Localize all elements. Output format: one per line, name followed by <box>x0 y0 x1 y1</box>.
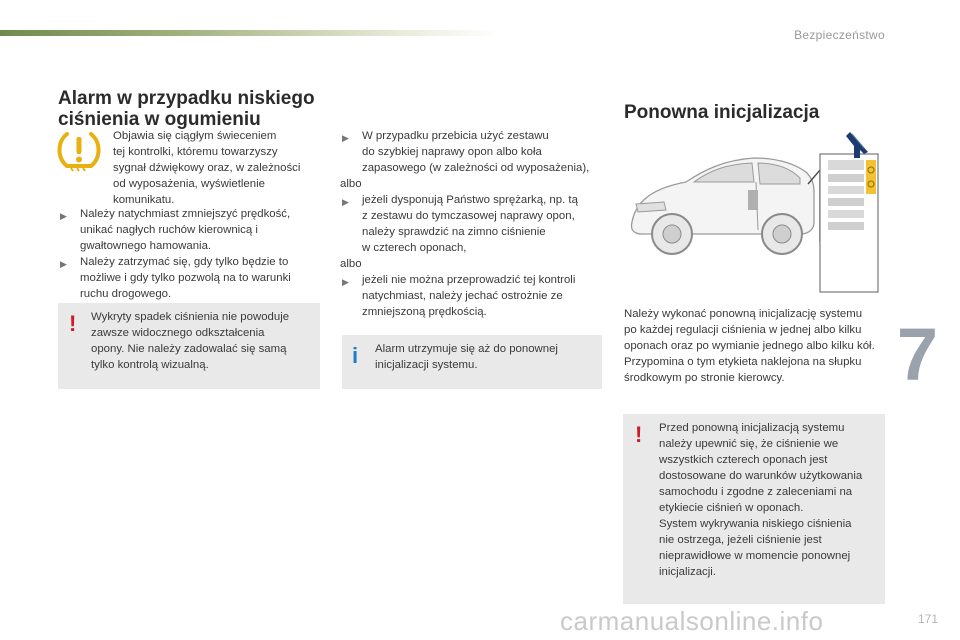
text-line: należy upewnić się, że ciśnienie we <box>659 438 839 450</box>
text-line: do szybkiej naprawy opon albo koła <box>362 146 542 158</box>
watermark: carmanualsonline.info <box>560 606 824 636</box>
text-line: dostosowane do warunków użytkowania <box>659 470 863 482</box>
text-line: natychmiast, należy jechać ostrożnie ze <box>362 290 563 302</box>
text-line: sygnał dźwiękowy oraz, w zależności <box>113 162 301 174</box>
warning-text <box>91 309 315 373</box>
text-line: oponach oraz po wymianie jednego albo kilku kół. <box>624 340 875 352</box>
text-line: zmniejszoną prędkością. <box>362 306 487 318</box>
text-line: gwałtownego hamowania. <box>80 240 212 252</box>
reinit-paragraph <box>624 306 886 386</box>
reinit-title: Ponowna inicjalizacja <box>624 102 820 123</box>
text-line: Przed ponowną inicjalizacją systemu <box>659 422 845 434</box>
text-line: unikać nagłych ruchów kierownicą i <box>80 224 258 236</box>
exclamation-icon: ! <box>635 422 643 447</box>
section-title: Bezpieczeństwo <box>794 28 885 42</box>
car-label-illustration <box>624 130 887 298</box>
text-line: w czterech oponach, <box>362 242 467 254</box>
arrow-bullet-icon: ▶ <box>342 277 349 287</box>
header-bar <box>0 30 500 36</box>
list-item <box>58 254 320 302</box>
text-line: Należy wykonać ponowną inicjalizację systemu <box>624 308 863 320</box>
text-line: po każdej regulacji ciśnienia w jednej albo kilku <box>624 324 862 336</box>
arrow-bullet-icon: ▶ <box>342 133 349 143</box>
text-line: wszystkich czterech oponach jest <box>659 454 828 466</box>
list-item <box>340 128 608 176</box>
text-line: opony. Nie należy zadowalać się samą <box>91 343 287 355</box>
tire-pressure-warning-icon <box>55 128 103 172</box>
text-line: z zestawu do tymczasowej naprawy opon, <box>362 210 575 222</box>
text-line: tylko kontrolą wizualną. <box>91 359 209 371</box>
text-line: etykiecie ciśnień w oponach. <box>659 502 804 514</box>
text-line: od wyposażenia, wyświetlenie <box>113 178 265 190</box>
text-line: jeżeli nie można przeprowadzić tej kontroli <box>362 274 576 286</box>
action-list <box>58 206 320 302</box>
list-item <box>340 272 608 320</box>
text-line: należy sprawdzić na zimno ciśnienie <box>362 226 546 238</box>
text-line: zawsze widocznego odkształcenia <box>91 327 265 339</box>
text-line: nie ostrzega, jeżeli ciśnienie jest <box>659 534 822 546</box>
text-line: nieprawidłowe w momencie ponownej <box>659 550 851 562</box>
text-line: inicjalizacji. <box>659 566 716 578</box>
list-item <box>58 206 320 254</box>
chapter-number: 7 <box>896 313 938 396</box>
text-line: Przypomina o tym etykieta naklejona na słupku <box>624 356 862 368</box>
info-icon: i <box>352 343 359 368</box>
exclamation-icon: ! <box>69 311 77 336</box>
info-text <box>375 341 597 373</box>
text-line: jeżeli dysponują Państwo sprężarką, np. tą <box>362 194 578 206</box>
page-number: 171 <box>917 612 938 626</box>
intro-text <box>113 128 323 208</box>
text-line: inicjalizacji systemu. <box>375 359 478 371</box>
text-line: możliwe i gdy tylko pozwolą na to warunki <box>80 272 291 284</box>
arrow-bullet-icon: ▶ <box>60 259 67 269</box>
list-item <box>340 192 608 256</box>
text-line: ruchu drogowego. <box>80 288 172 300</box>
arrow-bullet-icon: ▶ <box>60 211 67 221</box>
info-box <box>342 335 602 389</box>
text-line: Należy zatrzymać się, gdy tylko będzie to <box>80 256 289 268</box>
alarm-title: Alarm w przypadku niskiego ciśnienia w ogumieniu <box>58 88 315 130</box>
text-line: komunikatu. <box>113 194 175 206</box>
text-line: zapasowego (w zależności od wyposażenia), <box>362 162 590 174</box>
text-line: samochodu i zgodne z zaleceniami na <box>659 486 853 498</box>
warning-text <box>659 420 881 580</box>
warning-box <box>58 303 320 389</box>
text-line: Objawia się ciągłym świeceniem <box>113 130 277 142</box>
text-line: tej kontrolki, któremu towarzyszy <box>113 146 278 158</box>
text-line: Należy natychmiast zmniejszyć prędkość, <box>80 208 291 220</box>
text-line: Alarm utrzymuje się aż do ponownej <box>375 343 558 355</box>
text-line: W przypadku przebicia użyć zestawu <box>362 130 549 142</box>
warning-box <box>623 414 885 604</box>
text-line: System wykrywania niskiego ciśnienia <box>659 518 852 530</box>
or-text: albo <box>340 258 362 270</box>
arrow-bullet-icon: ▶ <box>342 197 349 207</box>
repair-list <box>340 128 608 320</box>
or-text: albo <box>340 178 362 190</box>
text-line: Wykryty spadek ciśnienia nie powoduje <box>91 311 290 323</box>
text-line: środkowym po stronie kierowcy. <box>624 372 785 384</box>
